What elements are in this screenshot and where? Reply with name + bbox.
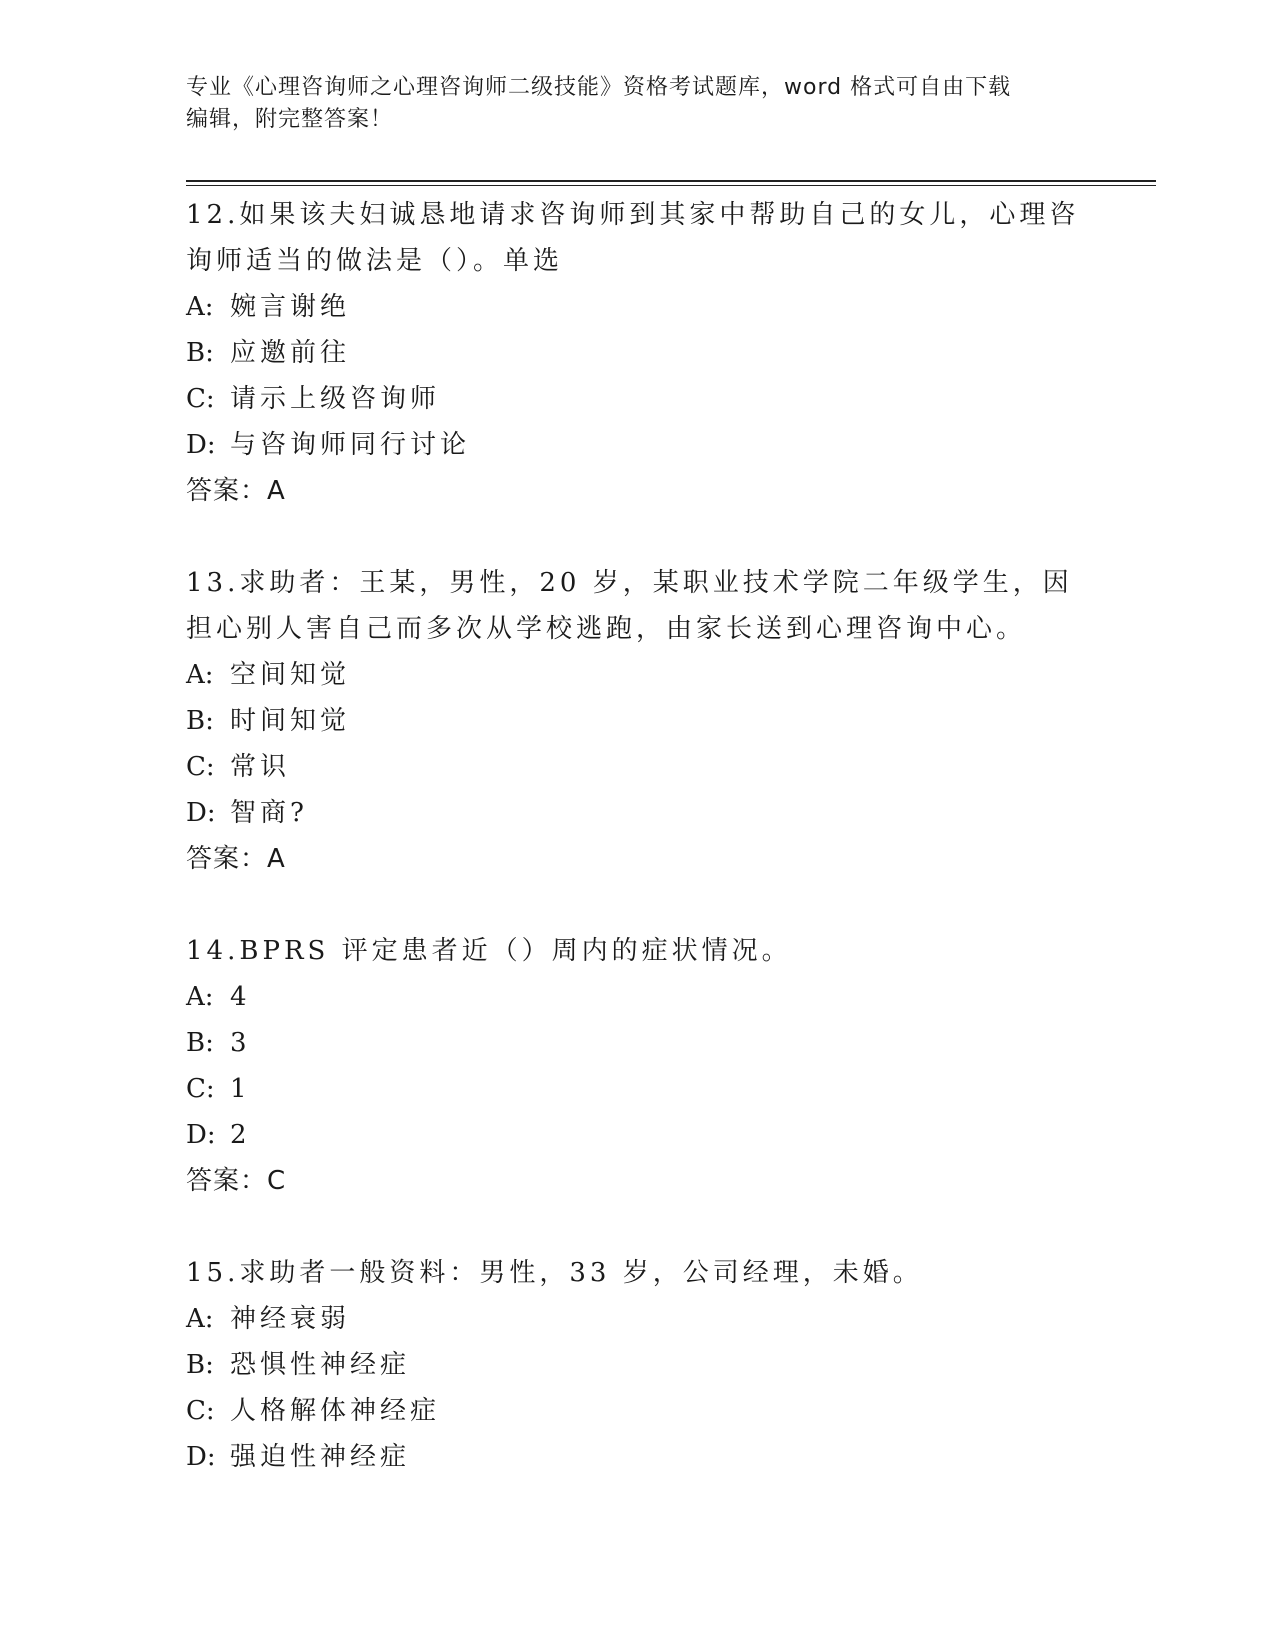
document-header [186, 72, 1086, 136]
answer-line: 答案：A [186, 844, 286, 874]
option-key: C: [186, 1396, 215, 1426]
header-divider-thin [186, 185, 1156, 186]
spacer [186, 882, 1086, 928]
option-key: B: [186, 1028, 214, 1058]
option-a [186, 284, 1086, 330]
question-stem: 13.求助者：王某，男性，20 岁，某职业技术学院二年级学生，因担心别人害自己而多次从学校逃跑，由家长送到心理咨询中心。 [186, 568, 1073, 644]
option-key: D: [186, 798, 216, 828]
option-text: 强迫性神经症 [230, 1442, 411, 1472]
option-key: B: [186, 706, 214, 736]
option-b [186, 1020, 1086, 1066]
option-a [186, 1296, 1086, 1342]
option-key: B: [186, 338, 214, 368]
option-a [186, 974, 1086, 1020]
option-text: 婉言谢绝 [230, 292, 351, 322]
option-a [186, 652, 1086, 698]
option-text: 请示上级咨询师 [230, 384, 441, 414]
question-stem: 14.BPRS 评定患者近（）周内的症状情况。 [186, 936, 792, 966]
option-key: A: [186, 660, 214, 690]
option-b [186, 1342, 1086, 1388]
option-text: 神经衰弱 [230, 1304, 351, 1334]
spacer [186, 514, 1086, 560]
option-key: A: [186, 982, 214, 1012]
option-text: 恐惧性神经症 [230, 1350, 411, 1380]
option-key: A: [186, 1304, 214, 1334]
option-text: 空间知觉 [230, 660, 351, 690]
option-b [186, 698, 1086, 744]
option-text: 与咨询师同行讨论 [230, 430, 471, 460]
option-text: 智商? [230, 798, 308, 828]
option-d [186, 422, 1086, 468]
question-stem: 12.如果该夫妇诚恳地请求咨询师到其家中帮助自己的女儿，心理咨询师适当的做法是（）。单选 [186, 200, 1080, 276]
option-d [186, 1434, 1086, 1480]
header-divider-thick [186, 180, 1156, 182]
option-c [186, 1388, 1086, 1434]
option-text: 时间知觉 [230, 706, 351, 736]
option-c [186, 376, 1086, 422]
option-c [186, 1066, 1086, 1112]
spacer [186, 1204, 1086, 1250]
option-text: 人格解体神经症 [230, 1396, 441, 1426]
option-d [186, 1112, 1086, 1158]
option-key: C: [186, 1074, 215, 1104]
question-list [186, 192, 1086, 1480]
option-key: D: [186, 430, 216, 460]
option-d [186, 790, 1086, 836]
option-c [186, 744, 1086, 790]
answer-line: 答案：A [186, 476, 286, 506]
option-key: C: [186, 384, 215, 414]
option-key: A: [186, 292, 214, 322]
question-14 [186, 928, 1086, 1204]
question-stem: 15.求助者一般资料：男性，33 岁，公司经理，未婚。 [186, 1258, 923, 1288]
header-line-1: 专业《心理咨询师之心理咨询师二级技能》资格考试题库，word 格式可自由下载 [186, 75, 1012, 100]
option-key: D: [186, 1442, 216, 1472]
question-13 [186, 560, 1086, 882]
option-text: 4 [230, 982, 251, 1012]
option-key: C: [186, 752, 215, 782]
question-12 [186, 192, 1086, 514]
option-key: D: [186, 1120, 216, 1150]
answer-line: 答案：C [186, 1166, 287, 1196]
option-b [186, 330, 1086, 376]
option-text: 应邀前往 [230, 338, 351, 368]
question-15 [186, 1250, 1086, 1480]
option-text: 3 [230, 1028, 251, 1058]
option-text: 1 [230, 1074, 251, 1104]
option-text: 常识 [230, 752, 291, 782]
header-line-2: 编辑，附完整答案！ [186, 107, 394, 132]
option-text: 2 [230, 1120, 251, 1150]
option-key: B: [186, 1350, 214, 1380]
